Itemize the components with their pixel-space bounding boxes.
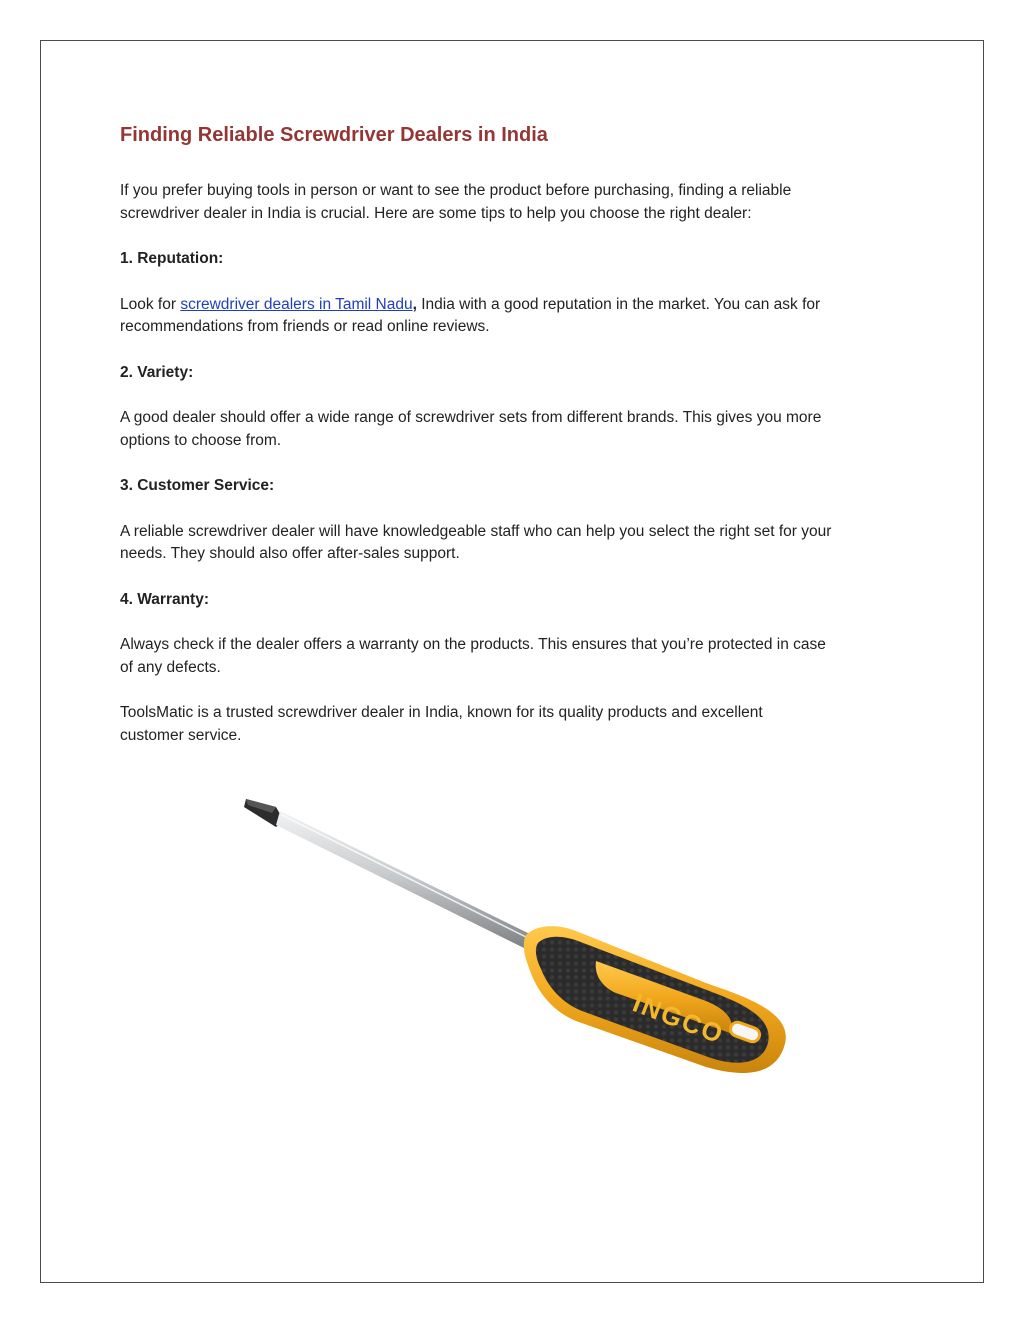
customer-service-line-1: A reliable screwdriver dealer will have knowledgeable staff who can help you select the right set for your (120, 522, 832, 540)
section-heading-warranty: 4. Warranty: (120, 590, 210, 608)
warranty-line-2: of any defects. (120, 658, 221, 676)
page-title: Finding Reliable Screwdriver Dealers in India (120, 124, 548, 146)
closing-line-1: ToolsMatic is a trusted screwdriver dealer in India, known for its quality products and excellent (120, 704, 763, 721)
intro-line-2: screwdriver dealer in India is crucial. Here are some tips to help you choose the right dealer: (120, 204, 752, 222)
screwdriver-illustration (236, 785, 796, 1085)
warranty-line-1: Always check if the dealer offers a warranty on the products. This ensures that you’re protected in case (120, 636, 826, 653)
variety-line-2: options to choose from. (120, 431, 282, 449)
section-heading-customer-service: 3. Customer Service: (120, 477, 275, 494)
screwdriver-product-image (236, 785, 796, 1085)
variety-line-1: A good dealer should offer a wide range of screwdriver sets from different brands. This gives you more (120, 409, 822, 426)
screwdriver-shaft (276, 811, 536, 951)
section-body-warranty (120, 634, 920, 679)
tamil-nadu-dealers-link[interactable]: screwdriver dealers in Tamil Nadu (180, 295, 413, 313)
intro-line-1: If you prefer buying tools in person or want to see the product before purchasing, finding a reliable (120, 182, 792, 199)
reputation-line-2: recommendations from friends or read online reviews. (120, 318, 490, 335)
document-content (120, 120, 920, 747)
closing-paragraph (120, 702, 920, 747)
reputation-comma: , (412, 295, 417, 313)
section-heading-reputation: 1. Reputation: (120, 250, 224, 267)
screwdriver-handle (524, 926, 786, 1073)
reputation-line-suffix: India with a good reputation in the market. You can ask for (416, 295, 821, 313)
section-body-variety (120, 407, 920, 452)
section-body-customer-service (120, 521, 920, 566)
customer-service-line-2: needs. They should also offer after-sales support. (120, 545, 460, 562)
closing-line-2: customer service. (120, 726, 242, 744)
section-heading-variety: 2. Variety: (120, 363, 194, 381)
section-body-reputation (120, 294, 920, 339)
reputation-line-prefix: Look for (120, 295, 181, 313)
brand-logo: INGCO (628, 987, 729, 1050)
intro-paragraph (120, 180, 920, 225)
